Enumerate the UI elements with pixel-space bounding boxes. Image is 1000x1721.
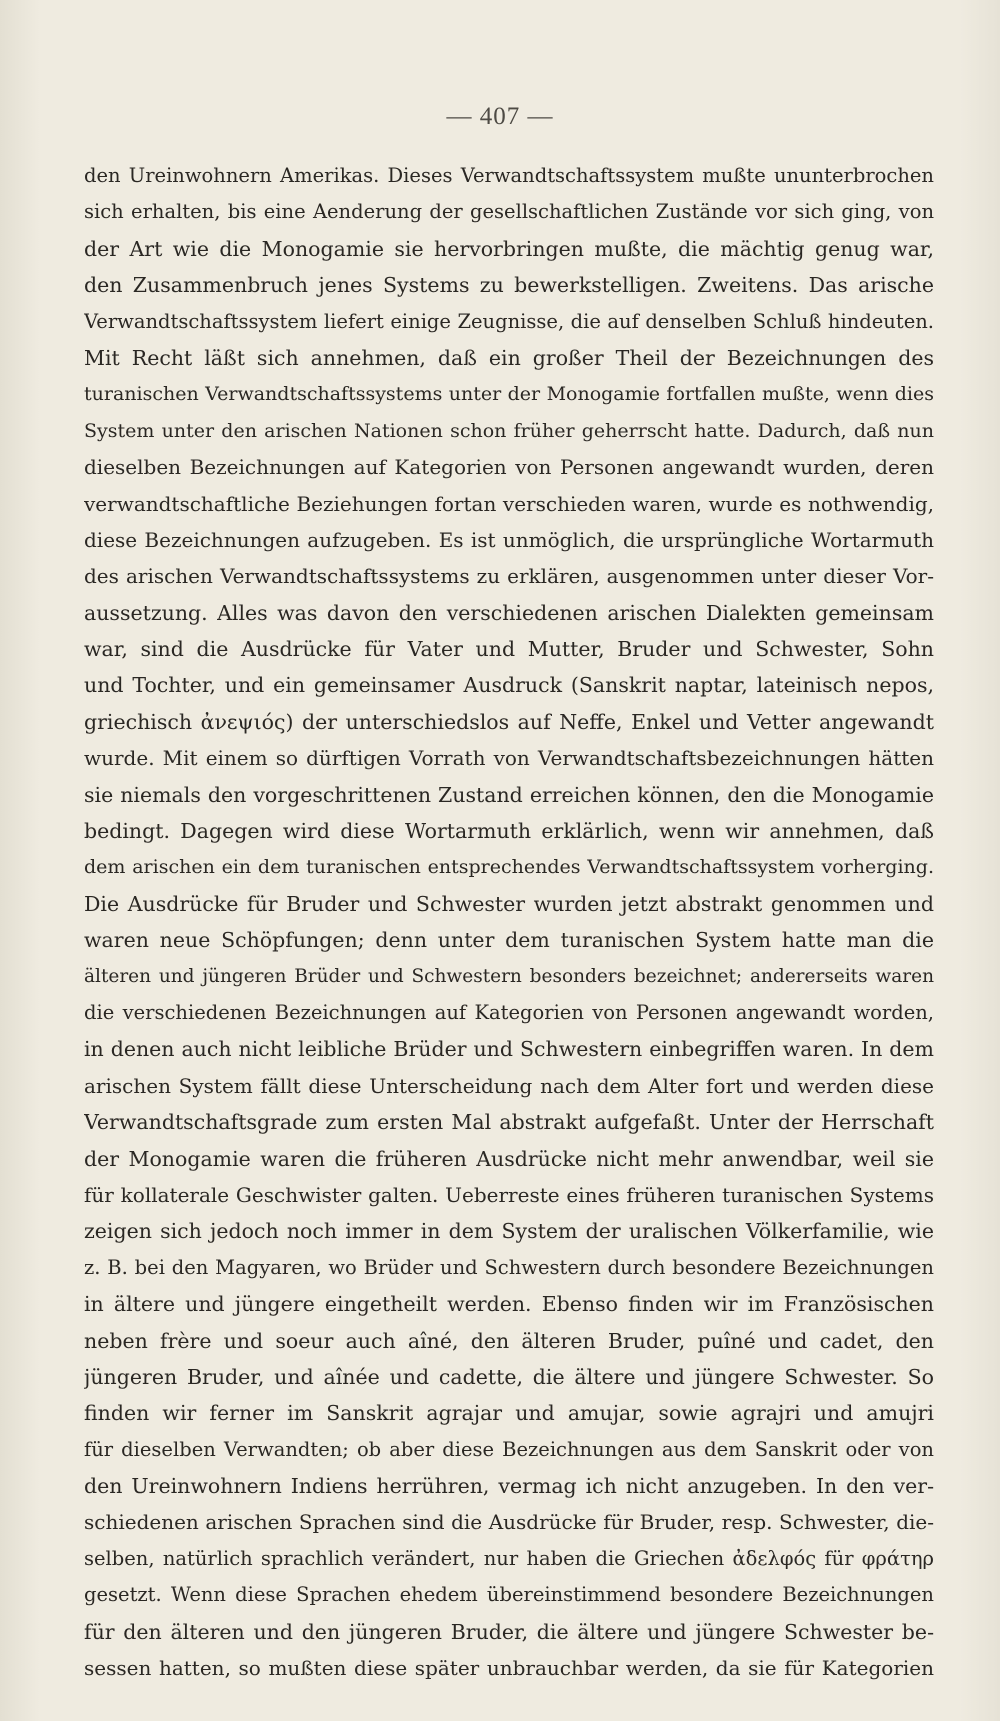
text-line: verwandtschaftliche Beziehungen fortan verschieden waren, wurde es nothwendig, <box>84 491 934 516</box>
text-line: z. B. bei den Magyaren, wo Brüder und Schwestern durch besondere Bezeichnungen <box>84 1255 934 1279</box>
text-line: für den älteren und den jüngeren Bruder, die ältere und jüngere Schwester be- <box>84 1619 934 1644</box>
text-line: in ältere und jüngere eingetheilt werden. Ebenso finden wir im Französischen <box>84 1292 934 1317</box>
text-line: den Ureinwohnern Indiens herrühren, vermag ich nicht anzugeben. In den ver- <box>84 1474 934 1499</box>
text-line: für kollaterale Geschwister galten. Ueberreste eines früheren turanischen Systems <box>84 1182 934 1207</box>
text-line: sessen hatten, so mußten diese später unbrauchbar werden, da sie für Kategorien <box>84 1656 934 1681</box>
text-line: des arischen Verwandtschaftssystems zu erklären, ausgenommen unter dieser Vor- <box>84 564 934 589</box>
text-line: finden wir ferner im Sanskrit agrajar und amujar, sowie agrajri und amujri <box>84 1401 934 1426</box>
text-line: den Ureinwohnern Amerikas. Dieses Verwandtschaftssystem mußte ununterbrochen <box>84 164 934 187</box>
page-number: — 407 — <box>446 103 554 130</box>
text-line: jüngeren Bruder, und aînée und cadette, die ältere und jüngere Schwester. So <box>84 1364 934 1389</box>
text-line: gesetzt. Wenn diese Sprachen ehedem übereinstimmend besondere Bezeichnungen <box>84 1583 934 1607</box>
text-line: griechisch ἀνεψιός) der unterschiedslos auf Neffe, Enkel und Vetter angewandt <box>84 709 934 734</box>
text-line: älteren und jüngeren Brüder und Schwestern besonders bezeichnet; andererseits waren <box>84 965 934 987</box>
text-line: war, sind die Ausdrücke für Vater und Mutter, Bruder und Schwester, Sohn <box>84 637 934 662</box>
text-line: diese Bezeichnungen aufzugeben. Es ist unmöglich, die ursprüngliche Wortarmuth <box>84 527 934 552</box>
text-line: den Zusammenbruch jenes Systems zu bewerkstelligen. Zweitens. Das arische <box>84 273 934 298</box>
text-line: sich erhalten, bis eine Aenderung der gesellschaftlichen Zustände vor sich ging, von <box>84 200 934 224</box>
text-line: Mit Recht läßt sich annehmen, daß ein großer Theil der Bezeichnungen des <box>84 345 934 370</box>
text-line: arischen System fällt diese Unterscheidung nach dem Alter fort und werden diese <box>84 1073 934 1098</box>
text-line: dem arischen ein dem turanischen entsprechendes Verwandtschaftssystem vorherging. <box>84 856 934 879</box>
text-line: waren neue Schöpfungen; denn unter dem turanischen System hatte man die <box>84 928 934 953</box>
text-line: sie niemals den vorgeschrittenen Zustand erreichen können, den die Monogamie <box>84 782 934 807</box>
text-line: bedingt. Dagegen wird diese Wortarmuth erklärlich, wenn wir annehmen, daß <box>84 819 934 844</box>
text-line: der Monogamie waren die früheren Ausdrücke nicht mehr anwendbar, weil sie <box>84 1146 934 1171</box>
text-line: Verwandtschaftssystem liefert einige Zeugnisse, die auf denselben Schluß hindeuten. <box>84 309 934 333</box>
text-line: in denen auch nicht leibliche Brüder und Schwestern einbegriffen waren. In dem <box>84 1037 934 1062</box>
text-line: System unter den arischen Nationen schon früher geherrscht hatte. Dadurch, daß nun <box>84 419 934 442</box>
text-line: dieselben Bezeichnungen auf Kategorien von Personen angewandt wurden, deren <box>84 455 934 480</box>
text-line: wurde. Mit einem so dürftigen Vorrath von Verwandtschaftsbezeichnungen hätten <box>84 746 934 771</box>
text-line: selben, natürlich sprachlich verändert, nur haben die Griechen ἀδελφός für φράτηρ <box>84 1546 934 1570</box>
text-line: der Art wie die Monogamie sie hervorbringen mußte, die mächtig genug war, <box>84 236 934 261</box>
text-line: neben frère und soeur auch aîné, den älteren Bruder, puîné und cadet, den <box>84 1328 934 1353</box>
text-line: die verschiedenen Bezeichnungen auf Kategorien von Personen angewandt worden, <box>84 1000 934 1024</box>
text-line: turanischen Verwandtschaftssystems unter der Monogamie fortfallen mußte, wenn dies <box>84 383 934 406</box>
text-line: aussetzung. Alles was davon den verschiedenen arischen Dialekten gemeinsam <box>84 600 934 625</box>
text-line: schiedenen arischen Sprachen sind die Ausdrücke für Bruder, resp. Schwester, die- <box>84 1510 934 1535</box>
text-line: und Tochter, und ein gemeinsamer Ausdruck (Sanskrit naptar, lateinisch nepos, <box>84 673 934 698</box>
body-text <box>84 158 934 1686</box>
text-line: Verwandtschaftsgrade zum ersten Mal abstrakt aufgefaßt. Unter der Herrschaft <box>84 1110 934 1135</box>
text-line: Die Ausdrücke für Bruder und Schwester wurden jetzt abstrakt genommen und <box>84 891 934 916</box>
text-line: für dieselben Verwandten; ob aber diese Bezeichnungen aus dem Sanskrit oder von <box>84 1437 934 1461</box>
text-line: zeigen sich jedoch noch immer in dem System der uralischen Völkerfamilie, wie <box>84 1219 934 1244</box>
